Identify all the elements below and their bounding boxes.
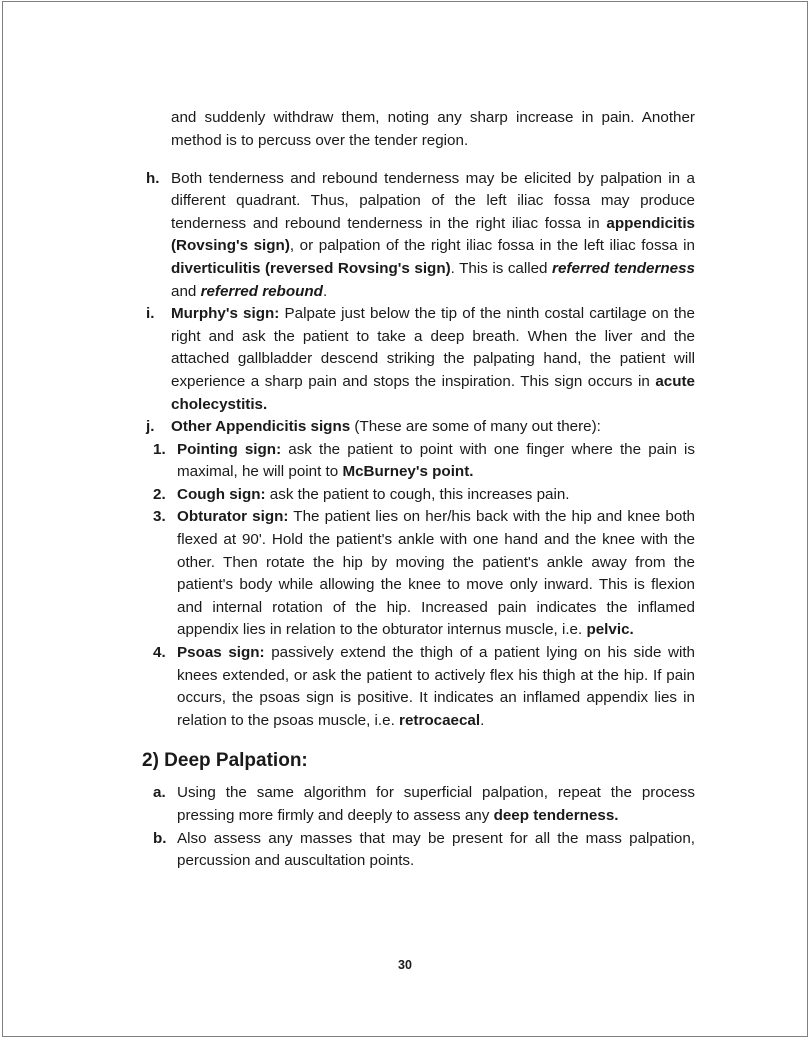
bold-term: pelvic. bbox=[586, 621, 634, 639]
bold-term: acute cholecystitis. bbox=[171, 372, 695, 413]
page-content bbox=[139, 92, 695, 873]
deep-list-item-a: a. Using the same algorithm for superficial palpation, repeat the process pressing more firmly and deeply to assess any deep tenderness. bbox=[153, 784, 695, 824]
sub-list-item-1: 1. Pointing sign: ask the patient to point with one finger where the pain is maximal, he will point to McBurney's point. bbox=[153, 440, 695, 481]
document-page bbox=[2, 1, 808, 1037]
list-marker: h. bbox=[146, 169, 160, 187]
bold-italic-term: referred rebound bbox=[200, 282, 323, 300]
sub-list-item-2: 2. Cough sign: ask the patient to cough, this increases pain. bbox=[139, 484, 695, 507]
page-number: 30 bbox=[398, 958, 412, 972]
sub-list-item-4: 4. Psoas sign: passively extend the thigh of a patient lying on his side with knees extended, or ask the patient to actively flex his thigh at the hip. If pain occurs, the psoas sign is positive. It indicates an inflamed appendix lies in relation to the psoas muscle, i.e. retrocaecal. bbox=[153, 644, 695, 729]
list-marker: a. bbox=[153, 784, 166, 802]
bold-term: Psoas sign: bbox=[177, 644, 265, 662]
list-marker: 3. bbox=[153, 508, 166, 526]
continuation-paragraph: and suddenly withdraw them, noting any sharp increase in pain. Another method is to percuss over the tender region. bbox=[171, 109, 695, 149]
list-marker: j. bbox=[146, 418, 155, 436]
list-marker: 1. bbox=[153, 440, 166, 458]
bold-term: Other Appendicitis signs bbox=[171, 418, 351, 436]
bold-term: diverticulitis (reversed Rovsing's sign) bbox=[171, 259, 451, 277]
bold-term: Cough sign: bbox=[177, 485, 266, 503]
section-heading: 2) Deep Palpation: bbox=[142, 750, 308, 772]
deep-list-item-b: b. Also assess any masses that may be present for all the mass palpation, percussion and auscultation points. bbox=[153, 829, 695, 870]
bold-term: appendicitis (Rovsing's sign) bbox=[171, 214, 695, 255]
list-marker: 2. bbox=[153, 485, 166, 503]
list-marker: i. bbox=[146, 305, 155, 323]
bold-term: Murphy's sign: bbox=[171, 305, 280, 323]
bold-term: McBurney's point. bbox=[342, 463, 474, 481]
bold-term: deep tenderness. bbox=[493, 807, 619, 824]
sub-list-item-3: 3. Obturator sign: The patient lies on her/his back with the hip and knee both flexed at 90'. Hold the patient's ankle with one hand and the knee with the other. Then rotate the hip by moving the patient's ankle away from the patient's body while allowing the knee to move only inward. This is flexion and internal rotation of the hip. Increased pain indicates the inflamed appendix lies in relation to the obturator internus muscle, i.e. pelvic. bbox=[153, 508, 695, 639]
list-item-j: j. Other Appendicitis signs (These are some of many out there): bbox=[139, 416, 695, 439]
bold-term: retrocaecal bbox=[399, 711, 481, 729]
list-item-i: i. Murphy's sign: Palpate just below the tip of the ninth costal cartilage on the right and ask the patient to take a deep breath. When the liver and the attached gallbladder descend striking the palpating hand, the patient will experience a sharp pain and stops the inspiration. This sign occurs in acute cholecystitis. bbox=[146, 305, 695, 413]
bold-term: Pointing sign: bbox=[177, 440, 282, 458]
bold-italic-term: referred tenderness bbox=[552, 259, 695, 277]
list-item-h: h. Both tenderness and rebound tenderness may be elicited by palpation in a different quadrant. Thus, palpation of the left iliac fossa may produce tenderness and rebound tenderness in the right iliac fossa in appendicitis (Rovsing's sign), or palpation of the right iliac fossa in the left iliac fossa in diverticulitis (reversed Rovsing's sign). This is called referred tenderness and referred rebound. bbox=[146, 169, 695, 300]
list-marker: 4. bbox=[153, 644, 166, 662]
list-marker: b. bbox=[153, 829, 167, 847]
bold-term: Obturator sign: bbox=[177, 508, 289, 526]
